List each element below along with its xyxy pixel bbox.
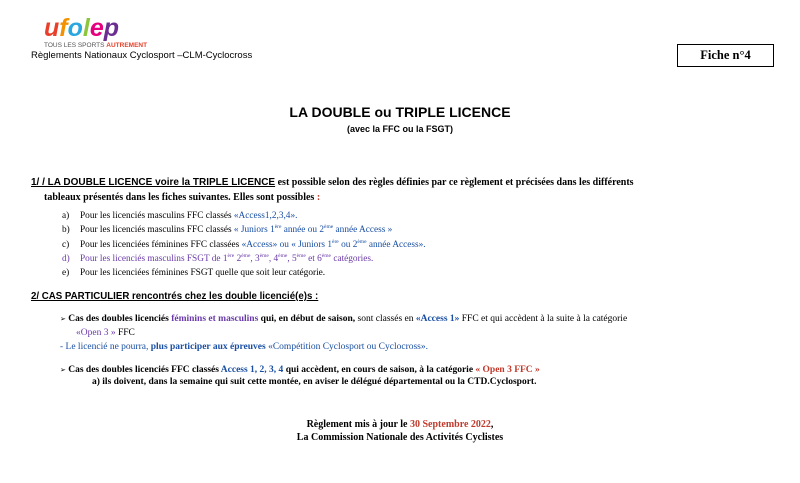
list-item-c	[62, 238, 426, 252]
list-item-e	[62, 266, 426, 280]
bullet-text: qui accèdent, en cours de saison, à la catégorie	[283, 365, 476, 375]
list-text: Pour les licenciées féminines FSGT quelle que soit leur catégorie.	[80, 268, 326, 279]
list-text: Pour les licenciés masculins FFC classés	[80, 211, 234, 221]
logo-letter-f: f	[59, 14, 68, 42]
bullet-text: Cas des doubles licenciés	[68, 314, 172, 324]
section2-bullet1-continuation	[76, 328, 135, 338]
logo-letter-l: l	[82, 14, 90, 42]
section1-text2: tableaux présentés dans les fiches suivantes. Elles sont possibles	[44, 192, 317, 203]
list-text: , 3	[250, 253, 260, 264]
note-text: «Compétition Cyclosport ou Cyclocross».	[265, 342, 429, 352]
list-text: , 4	[268, 253, 279, 264]
list-highlight: «Access1,2,3,4».	[233, 211, 298, 221]
list-letter: a)	[62, 211, 70, 221]
tagline-part-2: AUTREMENT	[106, 42, 148, 49]
tagline-part-1: TOUS LES SPORTS	[44, 42, 107, 49]
list-text: , 5	[287, 253, 297, 264]
superscript: ère	[332, 238, 339, 245]
section2-heading: 2/ CAS PARTICULIER rencontrés chez les double licencié(e)s :	[31, 291, 319, 302]
bullet-highlight: «Access 1»	[415, 314, 460, 324]
superscript: ère	[227, 252, 235, 259]
hl-part: année Access».	[366, 239, 426, 250]
superscript: ème	[259, 252, 269, 259]
arrow-bullet-icon: ➢	[60, 366, 66, 374]
list-text: et 6	[305, 253, 322, 264]
section2-bullet1	[60, 314, 627, 324]
bullet-highlight: « Open 3 FFC »	[475, 365, 540, 375]
list-item-b	[62, 223, 426, 237]
logo-letter-p: p	[103, 14, 120, 42]
footer-commission: La Commission Nationale des Activités Cyclistes	[296, 432, 504, 443]
footer-text: Règlement mis à jour le	[306, 419, 410, 430]
list-item-a	[62, 209, 426, 223]
section1-colon: :	[316, 192, 321, 203]
bullet-text: FFC	[115, 328, 135, 338]
hl-part: année ou 2	[281, 225, 325, 236]
hl-part: « Juniors 1	[233, 225, 275, 236]
logo-letter-o: o	[67, 14, 83, 42]
superscript: ème	[241, 252, 251, 259]
list-text: 2	[234, 253, 242, 264]
list-text: Pour les licenciées féminines FFC classées	[80, 239, 242, 250]
note-bold: plus participer aux épreuves	[150, 342, 266, 352]
page-subtitle: (avec la FFC ou la FSGT)	[346, 124, 454, 134]
section2-licence-note	[60, 342, 428, 352]
bullet-highlight: Access 1, 2, 3, 4	[220, 365, 284, 375]
list-letter: e)	[62, 268, 70, 279]
note-text: - Le licencié ne pourra,	[60, 342, 151, 352]
section1-heading: 1/ / LA DOUBLE LICENCE voire la TRIPLE LICENCE	[31, 177, 276, 188]
list-highlight	[234, 225, 392, 235]
logo-tagline	[44, 42, 147, 49]
superscript: ère	[274, 224, 282, 231]
bullet-text: Cas des doubles licenciés FFC classés	[68, 365, 221, 375]
list-letter: b)	[62, 225, 70, 236]
bullet-text: FFC et qui accèdent à la suite à la catégorie	[459, 314, 628, 324]
list-highlight	[242, 240, 426, 250]
superscript: ème	[357, 238, 367, 245]
footer-text: ,	[490, 419, 494, 430]
hl-part: ou 2	[338, 239, 358, 250]
logo-letter-e: e	[89, 14, 104, 42]
logo-letter-u: u	[44, 14, 60, 42]
section1-text1: est possible selon des règles définies par ce règlement et précisées dans les différents	[275, 177, 634, 188]
footer-update-line	[0, 419, 800, 430]
section1-list	[62, 209, 426, 280]
list-letter: d)	[62, 253, 70, 264]
footer-date: 30 Septembre 2022	[409, 419, 491, 430]
hl-part: année Access »	[333, 225, 393, 236]
list-text: Pour les licenciés masculins FFC classés	[80, 225, 234, 236]
header-subtitle: Règlements Nationaux Cyclosport –CLM-Cyclocross	[31, 50, 253, 61]
bullet-highlight: féminins et masculins	[171, 314, 259, 324]
list-letter: c)	[62, 239, 70, 250]
fiche-number-box: Fiche n°4	[677, 44, 774, 67]
list-text: catégories.	[331, 253, 374, 264]
superscript: ème	[324, 224, 334, 231]
arrow-bullet-icon: ➢	[60, 315, 66, 323]
superscript: ème	[321, 252, 331, 259]
section1-intro-line1	[31, 177, 634, 188]
bullet-highlight: «Open 3 »	[76, 328, 116, 338]
section2-bullet2-sub: a) ils doivent, dans la semaine qui suit cette montée, en aviser le délégué départemental ou la CTD.Cyclosport.	[92, 377, 537, 387]
page-title: LA DOUBLE ou TRIPLE LICENCE	[289, 104, 511, 120]
list-item-d	[62, 252, 426, 266]
superscript: ème	[278, 252, 288, 259]
ufolep-logo	[44, 14, 119, 43]
section1-intro-line2	[44, 192, 320, 203]
section2-bullet2	[60, 365, 540, 375]
bullet-text: qui, en début de saison,	[258, 314, 356, 324]
list-text: Pour les licenciés masculins FSGT de 1	[80, 253, 228, 264]
hl-part: «Access» ou « Juniors 1	[241, 239, 333, 250]
superscript: ème	[296, 252, 306, 259]
bullet-text: sont classés en	[355, 314, 416, 324]
